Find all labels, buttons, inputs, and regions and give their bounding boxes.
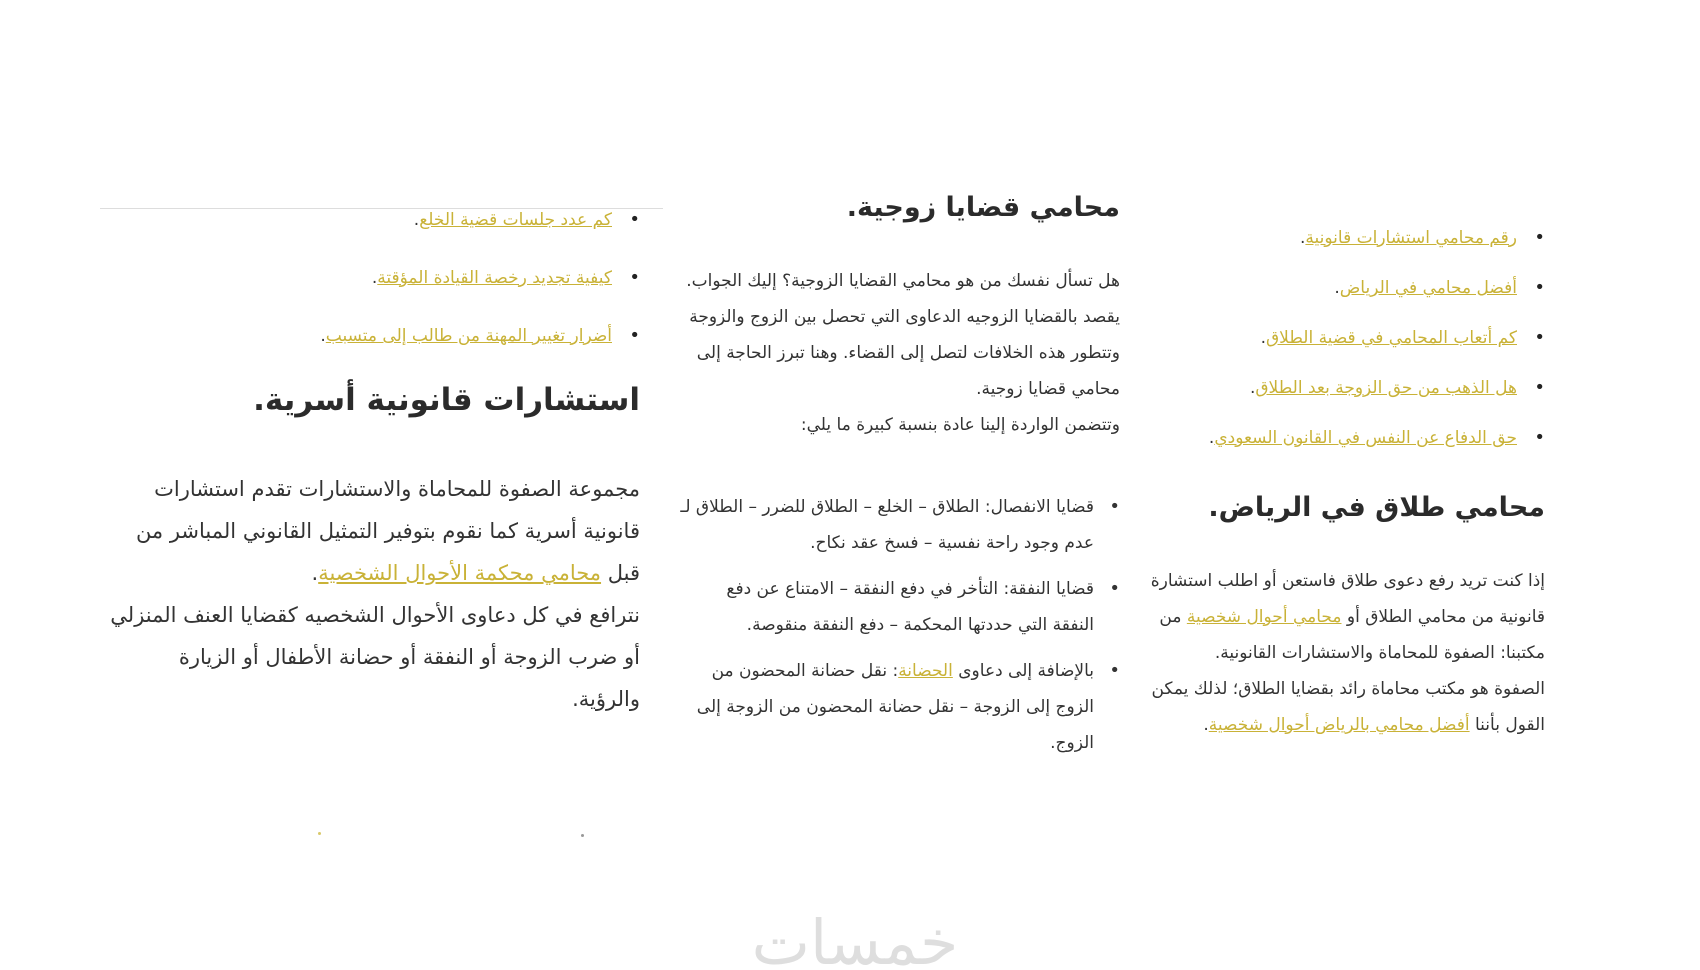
inline-link[interactable]: محامي أحوال شخصية — [1186, 607, 1342, 627]
paragraph — [1150, 563, 1545, 671]
related-link[interactable]: حق الدفاع عن النفس في القانون السعودي — [1214, 428, 1517, 448]
paragraph: نترافع في كل دعاوى الأحوال الشخصيه كقضايا العنف المنزلي أو ضرب الزوجة أو النفقة أو حضانة الأطفال أو الزيارة والرؤية. — [110, 603, 640, 711]
section-heading: محامي طلاق في الرياض. — [1208, 492, 1545, 523]
bullet-icon: • — [1534, 277, 1545, 298]
paragraph — [110, 468, 640, 594]
list-item — [1150, 326, 1545, 350]
list-item-text: قضايا الانفصال: الطلاق – الخلع – الطلاق للضرر – الطلاق لـ عدم وجود راحة نفسية – فسخ عقد نكاح. — [680, 497, 1094, 553]
text: من مكتبنا: الصفوة للمحاماة والاستشارات القانونية. — [1159, 607, 1545, 663]
bullet-icon: • — [629, 325, 640, 346]
middle-column — [680, 192, 1120, 771]
related-links-list — [1150, 226, 1545, 450]
list-item — [1150, 426, 1545, 450]
link-suffix: . — [1208, 428, 1215, 448]
paragraph: وتتضمن الواردة إلينا عادة بنسبة كبيرة ما يلي: — [800, 415, 1120, 435]
related-link[interactable]: كيفية تجديد رخصة القيادة المؤقتة — [377, 268, 612, 288]
bullet-icon: • — [1534, 327, 1545, 348]
list-item-text: قضايا النفقة: التأخر في دفع النفقة – الامتناع عن دفع النفقة التي حددتها المحكمة – دفع النفقة منقوصة. — [726, 579, 1094, 635]
bullet-icon: • — [629, 267, 640, 288]
list-item — [1150, 226, 1545, 250]
list-item-text: بالإضافة إلى دعاوى — [952, 661, 1094, 681]
inline-link[interactable]: الحضانة — [898, 661, 953, 681]
list-item — [680, 489, 1120, 561]
list-item — [680, 653, 1120, 761]
list-item — [680, 571, 1120, 643]
link-suffix: . — [1300, 228, 1306, 248]
bullet-icon: • — [1109, 660, 1120, 681]
section-heading: محامي قضايا زوجية. — [846, 192, 1120, 223]
text: . — [1203, 715, 1209, 735]
bullet-icon: • — [1109, 578, 1120, 599]
right-column — [1150, 226, 1545, 743]
list-item — [110, 266, 640, 290]
decorative-dot — [581, 834, 584, 837]
text: الصفوة هو مكتب محاماة رائد بقضايا الطلاق؛ لذلك يمكن القول بأننا — [1151, 679, 1545, 735]
link-suffix: . — [371, 268, 378, 288]
section-heading: استشارات قانونية أسرية. — [253, 382, 640, 418]
related-links-list — [110, 208, 640, 348]
bullet-icon: • — [629, 209, 640, 230]
related-link[interactable]: أضرار تغيير المهنة من طالب إلى متسبب — [325, 326, 612, 346]
list-item — [110, 208, 640, 232]
related-link[interactable]: هل الذهب من حق الزوجة بعد الطلاق — [1255, 378, 1517, 398]
related-link[interactable]: كم أتعاب المحامي في قضية الطلاق — [1265, 328, 1517, 348]
bullet-icon: • — [1534, 227, 1545, 248]
bullet-list — [680, 489, 1120, 761]
decorative-dot — [318, 832, 321, 835]
paragraph: يقصد بالقضايا الزوجيه الدعاوى التي تحصل بين الزوج والزوجة وتتطور هذه الخلافات لتصل إلى القضاء. وهنا تبرز الحاجة إلى محامي قضايا زوجية. — [689, 307, 1120, 399]
related-link[interactable]: كم عدد جلسات قضية الخلع — [419, 210, 612, 230]
watermark-logo: خمسات — [751, 906, 959, 970]
link-suffix: . — [1334, 278, 1340, 298]
list-item — [110, 324, 640, 348]
bullet-icon: • — [1109, 496, 1120, 517]
inline-link[interactable]: محامي محكمة الأحوال الشخصية — [318, 561, 602, 585]
link-suffix: . — [1260, 328, 1266, 348]
bullet-icon: • — [1534, 377, 1545, 398]
text: . — [311, 561, 319, 585]
bullet-icon: • — [1534, 427, 1545, 448]
text: مجموعة الصفوة للمحاماة والاستشارات تقدم استشارات قانونية أسرية كما نقوم بتوفير التمثيل القانوني المباشر من قبل — [135, 477, 640, 585]
inline-link[interactable]: أفضل محامي بالرياض أحوال شخصية — [1208, 715, 1470, 735]
link-suffix: . — [1249, 378, 1256, 398]
link-suffix: . — [413, 210, 420, 230]
paragraph: هل تسأل نفسك من هو محامي القضايا الزوجية؟ إليك الجواب. — [686, 271, 1120, 291]
list-item — [1150, 276, 1545, 300]
paragraph — [1150, 671, 1545, 743]
left-column — [110, 208, 640, 720]
text: إذا كنت تريد رفع دعوى طلاق فاستعن أو اطلب استشارة قانونية من محامي الطلاق أو — [1150, 571, 1545, 627]
list-item — [1150, 376, 1545, 400]
link-suffix: . — [320, 326, 326, 346]
related-link[interactable]: أفضل محامي في الرياض — [1339, 278, 1517, 298]
list-item-text: : نقل حضانة المحضون من الزوج إلى الزوجة – نقل حضانة المحضون من الزوجة إلى الزوج. — [696, 661, 1094, 753]
related-link[interactable]: رقم محامي استشارات قانونية — [1305, 228, 1517, 248]
